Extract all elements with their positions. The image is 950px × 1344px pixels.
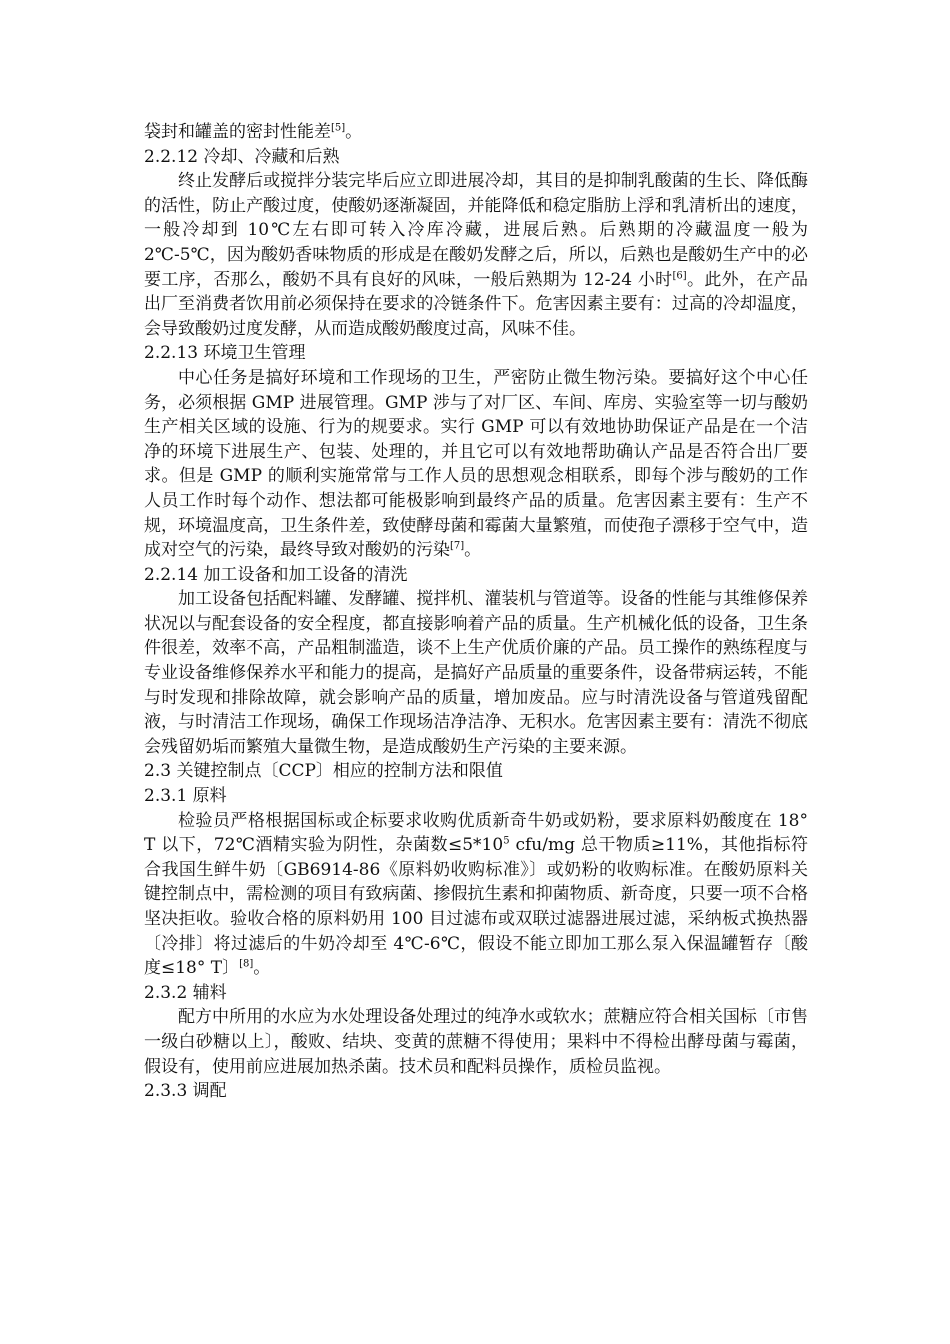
citation-ref: [5] <box>331 122 346 134</box>
citation-ref: [6] <box>672 269 687 281</box>
text-run: 。 <box>464 540 482 561</box>
exponent: 5 <box>503 835 510 847</box>
citation-ref: [8] <box>239 958 254 970</box>
text-run: 。 <box>253 958 271 979</box>
section-heading-2-3-2: 2.3.2 辅料 <box>144 982 227 1003</box>
document-page <box>144 120 808 1104</box>
text-run: 终止发酵后或搅拌分装完毕后应立即进展冷却，其目的是抑制乳酸菌的生长、降低酶的活性，防止产酸过度，使酸奶逐渐凝固，并能降低和稳定脂肪上浮和乳清析出的速度，一般冷却到 10℃左右即可转入冷库冷藏，进展后熟。后熟期的冷藏温度一般为 2℃-5℃，因为酸奶香味物质的形成是在酸奶发酵之后，所以，后熟也是酸奶生产中的必要工序，否那么，酸奶不具有良好的风味，一般后熟期为 12-24 小时 <box>144 171 808 290</box>
paragraph-cooling <box>144 169 808 341</box>
text-run: 。 <box>345 122 363 142</box>
section-heading-2-2-14: 2.2.14 加工设备和加工设备的清洗 <box>144 564 408 585</box>
text-run: 中心任务是搞好环境和工作现场的卫生，严密防止微生物污染。要搞好这个中心任务，必须根据 GMP 进展管理。GMP 涉与了对厂区、车间、库房、实验室等一切与酸奶生产相关区域的设施、行为的规要求。实行 GMP 可以有效地协助保证产品是在一个洁净的环境下进展生产、包装、处理的，并且它可以有效地帮助确认产品是否符合出厂要求。但是 GMP 的顺利实施常常与工作人员的思想观念相联系，即每个涉与酸奶的工作人员工作时每个动作、想法都可能极影响到最终产品的质量。危害因素主要有：生产不规，环境温度高，卫生条件差，致使酵母菌和霉菌大量繁殖，而使孢子漂移于空气中，造成对空气的污染，最终导致对酸奶的污染 <box>144 367 808 561</box>
text-run: 。此外，在产品出厂至消费者饮用前必须保持在要求的冷链条件下。危害因素主要有：过高的冷却温度，会导致酸奶过度发酵，从而造成酸奶酸度过高，风味不佳。 <box>144 269 808 339</box>
section-heading-2-3-1: 2.3.1 原料 <box>144 786 227 807</box>
paragraph-raw-material <box>144 809 808 981</box>
paragraph-continuation <box>144 120 808 145</box>
section-heading-2-3: 2.3 关键控制点〔CCP〕相应的控制方法和限值 <box>144 761 503 782</box>
section-heading-2-3-3: 2.3.3 调配 <box>144 1081 227 1102</box>
paragraph-hygiene <box>144 366 808 563</box>
paragraph-equipment <box>144 587 808 759</box>
text-run: 配方中所用的水应为水处理设备处理过的纯净水或软水；蔗糖应符合相关国标〔市售一级白砂糖以上〕，酸败、结块、变黄的蔗糖不得使用；果料中不得检出酵母菌与霉菌，假设有，使用前应进展加热杀菌。技术员和配料员操作，质检员监视。 <box>144 1007 808 1077</box>
section-heading-2-2-13: 2.2.13 环境卫生管理 <box>144 343 306 364</box>
citation-ref: [7] <box>450 540 465 552</box>
section-heading-2-2-12: 2.2.12 冷却、冷藏和后熟 <box>144 146 340 167</box>
text-run: 加工设备包括配料罐、发酵罐、搅拌机、灌装机与管道等。设备的性能与其维修保养状况以与配套设备的安全程度，都直接影响着产品的质量。生产机械化低的设备，卫生条件很差，效率不高，产品粗制滥造，谈不上生产优质价廉的产品。员工操作的熟练程度与专业设备维修保养水平和能力的提高，是搞好产品质量的重要条件，设备带病运转，不能与时发现和排除故障，就会影响产品的质量，增加废品。应与时清洗设备与管道残留配液，与时清洁工作现场，确保工作现场洁净洁净、无积水。危害因素主要有：清洗不彻底会残留奶垢而繁殖大量微生物，是造成酸奶生产污染的主要来源。 <box>144 589 808 757</box>
text-run: 袋封和罐盖的密封性能差 <box>144 122 331 142</box>
text-run: 检验员严格根据国标或企标要求收购优质新奇牛奶或奶粉，要求原料奶酸度在 18° T 以下，72℃酒精实验为阴性，杂菌数≤5*10 <box>144 810 808 856</box>
text-run: cfu/mg 总干物质≥11%，其他指标符合我国生鲜牛奶〔GB6914-86《原料奶收购标准》〕或奶粉的收购标准。在酸奶原料关键控制点中，需检测的项目有致病菌、掺假抗生素和抑菌物质、新奇度，只要一项不合格坚决拒收。验收合格的原料奶用 100 目过滤布或双联过滤器进展过滤，采纳板式换热器〔冷排〕将过滤后的牛奶冷却至 4℃-6℃，假设不能立即加工那么泵入保温罐暂存〔酸度≤18° T〕 <box>144 835 808 979</box>
paragraph-auxiliary <box>144 1005 808 1079</box>
